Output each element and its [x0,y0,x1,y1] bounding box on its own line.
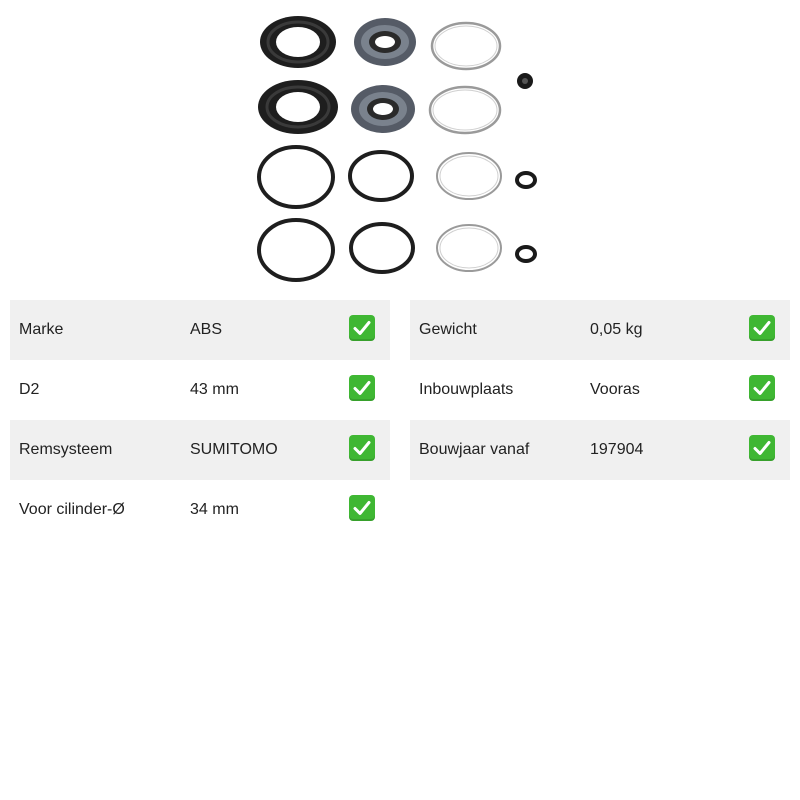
spec-row [10,420,390,480]
spec-label: Marke [19,321,64,338]
spec-label: Remsysteem [19,441,113,458]
spec-value: 0,05 kg [590,321,643,338]
check-mark-icon [749,375,775,401]
check-mark-icon [349,495,375,521]
spec-label: D2 [19,381,40,398]
spec-table-right [410,300,790,480]
spec-value: Vooras [590,381,640,398]
spec-label: Inbouwplaats [419,381,514,398]
spec-value: ABS [190,321,223,338]
check-mark-icon [349,375,375,401]
spec-row [410,420,790,480]
spec-table-left [10,300,390,540]
product-image [250,8,550,288]
spec-label: Bouwjaar vanaf [419,441,530,458]
spec-value: 43 mm [190,381,239,398]
check-mark-icon [349,435,375,461]
check-mark-icon [749,435,775,461]
spec-value: SUMITOMO [190,441,278,458]
spec-row [10,480,390,540]
spec-label: Voor cilinder-Ø [19,501,125,518]
spec-value: 34 mm [190,501,239,518]
spec-row [410,360,790,420]
spec-label: Gewicht [419,321,477,338]
spec-row [10,360,390,420]
check-mark-icon [749,315,775,341]
check-mark-icon [349,315,375,341]
spec-row [10,300,390,360]
spec-value: 197904 [590,441,644,458]
spec-row [410,300,790,360]
